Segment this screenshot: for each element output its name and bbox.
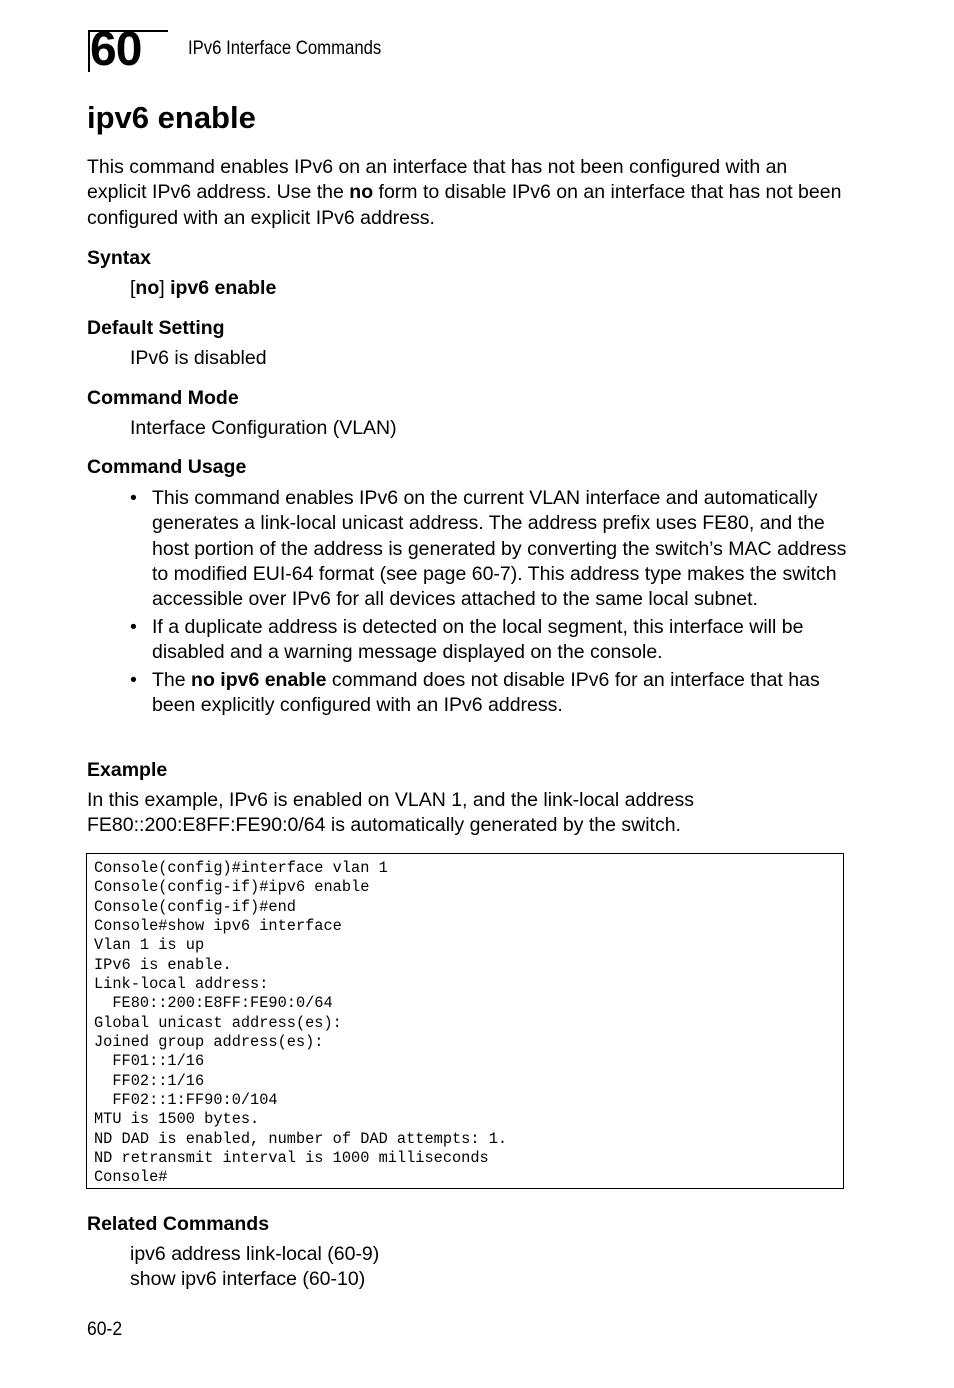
syntax-heading: Syntax	[87, 247, 151, 269]
intro-paragraph	[87, 155, 847, 231]
usage-item-text-start: The	[152, 669, 192, 692]
command-usage-heading: Command Usage	[87, 456, 247, 478]
page-title: ipv6 enable	[87, 100, 256, 135]
example-heading: Example	[87, 759, 168, 781]
running-head: IPv6 Interface Commands	[188, 38, 382, 59]
syntax-close-bracket: ]	[159, 277, 171, 299]
list-item	[130, 486, 850, 612]
command-usage-list	[130, 486, 850, 721]
usage-item-text: If a duplicate address is detected on the local segment, this interface will be disabled and a warning message displayed on the console.	[152, 615, 804, 664]
intro-no-keyword: no	[349, 181, 374, 204]
list-item	[130, 615, 850, 666]
syntax-line	[130, 276, 276, 301]
syntax-open-bracket: [	[130, 277, 136, 299]
usage-item-command: no ipv6 enable	[191, 669, 327, 692]
syntax-no: no	[135, 277, 160, 299]
related-command-link[interactable]: show ipv6 interface (60-10)	[130, 1268, 366, 1290]
page-number: 60-2	[87, 1318, 123, 1340]
code-example-box	[86, 853, 844, 1189]
chapter-number: 60	[90, 23, 142, 76]
bullet-icon: •	[130, 615, 137, 638]
related-commands-heading: Related Commands	[87, 1213, 270, 1235]
command-mode-heading: Command Mode	[87, 387, 239, 409]
usage-item-text: This command enables IPv6 on the current VLAN interface and automatically generates a link-local unicast address. The address prefix uses FE80, and the host portion of the address is generated by converting the switch’s MAC address to modified EUI-64 format (see page 60-7). This address type makes the switch accessible over IPv6 for all devices attached to the same local subnet.	[152, 487, 847, 611]
default-setting-heading: Default Setting	[87, 317, 225, 339]
usage-item-text-end: command does not disable IPv6 for an interface that has been explicitly configured with an IPv6 address.	[152, 669, 820, 717]
intro-text-end: form to disable IPv6 on an interface that has not been configured with an explicit IPv6 address.	[87, 181, 842, 229]
syntax-command: ipv6 enable	[170, 277, 277, 299]
example-text: In this example, IPv6 is enabled on VLAN 1, and the link-local address FE80::200:E8FF:FE90:0/64 is automatically generated by the switch.	[87, 789, 695, 837]
intro-text-start: This command enables IPv6 on an interface that has not been configured with an explicit IPv6 address. Use the	[87, 156, 788, 204]
code-example: Console(config)#interface vlan 1 Console(config-if)#ipv6 enable Console(config-if)#end Console#show ipv6 interface Vlan 1 is up IPv6 is enable. Link-local address: FE80::200:E8FF:FE90:0/64 Global unicast address(es): Joined group address(es): FF01::1/16 FF02::1/16 FF02::1:FF90:0/104 MTU is 1500 bytes. ND DAD is enabled, number of DAD attempts: 1. ND retransmit interval is 1000 milliseconds Console#	[94, 859, 508, 1187]
bullet-icon: •	[130, 487, 137, 509]
command-mode-value: Interface Configuration (VLAN)	[130, 417, 397, 439]
related-command-link[interactable]: ipv6 address link-local (60-9)	[130, 1243, 380, 1265]
bullet-icon: •	[130, 669, 137, 692]
default-setting-value: IPv6 is disabled	[130, 347, 267, 369]
list-item	[130, 668, 850, 719]
